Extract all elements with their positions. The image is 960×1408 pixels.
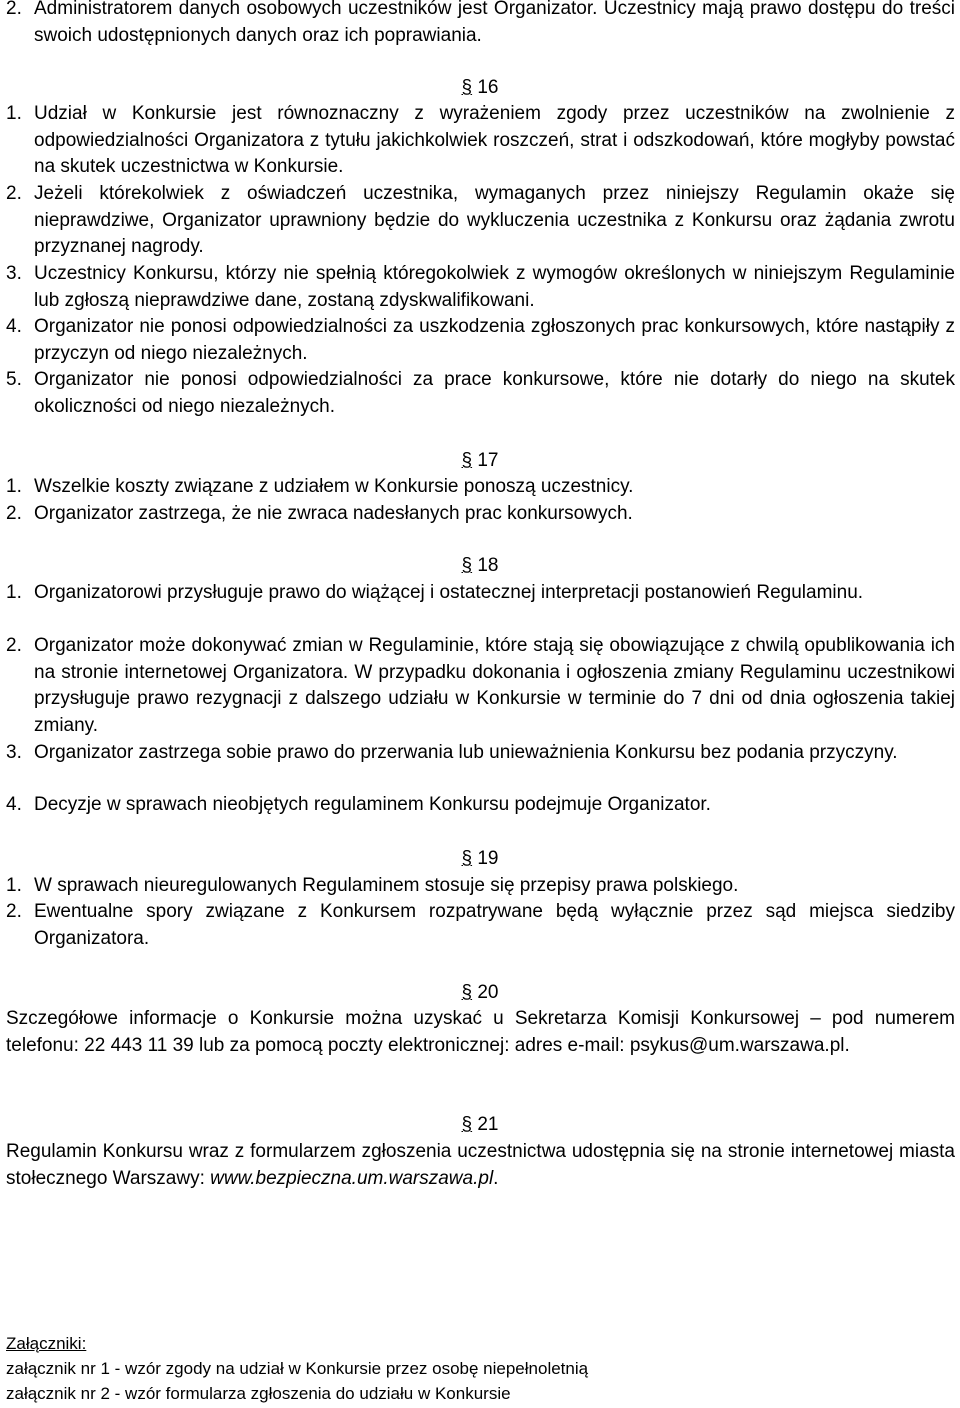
section-symbol: § <box>461 555 473 576</box>
section-symbol: § <box>461 848 473 869</box>
section-heading-16: § 16 <box>461 77 499 98</box>
section-heading-17: § 17 <box>461 450 499 471</box>
item-text: Administratorem danych osobowych uczestników jest Organizator. Uczestnicy mają prawo dostępu do treści swoich udostępnionych danych oraz ich poprawiania. <box>34 0 955 46</box>
s17-item-1: 1. Wszelkie koszty związane z udziałem w Konkursie ponoszą uczestnicy. <box>6 476 634 497</box>
paragraph-top-2 <box>6 0 955 49</box>
s21-paragraph: Regulamin Konkursu wraz z formularzem zgłoszenia uczestnictwa udostępnia się na stronie internetowej miasta stołecznego Warszawy: www.bezpieczna.um.warszawa.pl. <box>6 1141 955 1189</box>
attachments-label: Załączniki: <box>6 1334 87 1353</box>
s16-item-2: 2. Jeżeli którekolwiek z oświadczeń uczestnika, wymaganych przez niniejszy Regulamin okaże się nieprawdziwe, Organizator uprawniony będzie do wykluczenia uczestnika z Konkursu oraz żądania zwrotu przyznanej nagrody. <box>6 183 955 257</box>
website-link[interactable]: www.bezpieczna.um.warszawa.pl <box>210 1167 494 1189</box>
section-symbol: § <box>461 77 473 98</box>
s19-item-2: 2. Ewentualne spory związane z Konkursem rozpatrywane będą wyłącznie przez sąd miejsca siedziby Organizatora. <box>6 901 955 949</box>
section-heading-19: § 19 <box>461 848 499 869</box>
s16-item-4: 4. Organizator nie ponosi odpowiedzialności za uszkodzenia zgłoszonych prac konkursowych, które nastąpiły z przyczyn od niego niezależnych. <box>6 316 955 364</box>
attachment-item-1: załącznik nr 1 - wzór zgody na udział w Konkursie przez osobę niepełnoletnią <box>6 1359 589 1378</box>
section-symbol: § <box>461 450 473 471</box>
s20-paragraph: Szczegółowe informacje o Konkursie można uzyskać u Sekretarza Komisji Konkursowej – pod numerem telefonu: 22 443 11 39 lub za pomocą poczty elektronicznej: adres e-mail: psykus@um.warszawa.pl. <box>6 1008 955 1056</box>
section-heading-20: § 20 <box>461 982 499 1003</box>
section-symbol: § <box>461 982 473 1003</box>
attachment-item-2: załącznik nr 2 - wzór formularza zgłoszenia do udziału w Konkursie <box>6 1384 511 1403</box>
section-symbol: § <box>461 1114 473 1135</box>
s19-item-1: 1. W sprawach nieuregulowanych Regulaminem stosuje się przepisy prawa polskiego. <box>6 875 739 896</box>
section-heading-21: § 21 <box>461 1114 499 1135</box>
s18-item-1: 1. Organizatorowi przysługuje prawo do wiążącej i ostatecznej interpretacji postanowień Regulaminu. <box>6 582 864 603</box>
section-heading-18: § 18 <box>461 555 499 576</box>
item-number: 2. <box>6 0 22 19</box>
s17-item-2: 2. Organizator zastrzega, że nie zwraca nadesłanych prac konkursowych. <box>6 503 633 524</box>
s18-item-4: 4. Decyzje w sprawach nieobjętych regulaminem Konkursu podejmuje Organizator. <box>6 794 711 815</box>
s16-item-1: 1. Udział w Konkursie jest równoznaczny z wyrażeniem zgody przez uczestników na zwolnienie z odpowiedzialności Organizatora z tytułu jakichkolwiek roszczeń, strat i odszkodowań, które mogłyby powstać na skutek uczestnictwa w Konkursie. <box>6 103 955 177</box>
s16-item-3: 3. Uczestnicy Konkursu, którzy nie spełnią któregokolwiek z wymogów określonych w niniejszym Regulaminie lub zgłoszą nieprawdziwe dane, zostaną zdyskwalifikowani. <box>6 263 955 311</box>
s18-item-3: 3. Organizator zastrzega sobie prawo do przerwania lub unieważnienia Konkursu bez podania przyczyny. <box>6 742 898 763</box>
s16-item-5: 5. Organizator nie ponosi odpowiedzialności za prace konkursowe, które nie dotarły do niego na skutek okoliczności od niego niezależnych. <box>6 369 955 417</box>
s18-item-2: 2. Organizator może dokonywać zmian w Regulaminie, które stają się obowiązujące z chwilą opublikowania ich na stronie internetowej Organizatora. W przypadku dokonania i ogłoszenia zmiany Regulaminu uczestnikowi przysługuje prawo rezygnacji z dalszego udziału w Konkursie w terminie do 7 dni od dnia ogłoszenia takiej zmiany. <box>6 635 955 736</box>
